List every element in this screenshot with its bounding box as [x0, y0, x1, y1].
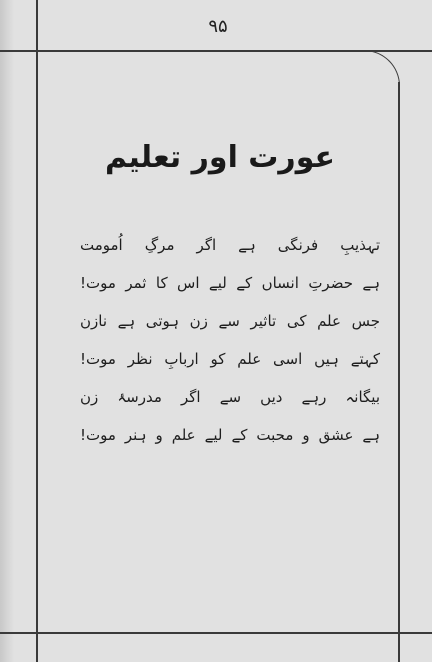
verse-line: ہے عشق و محبت کے لیے علم و ہنر موت! [80, 426, 380, 444]
verse-line: ہے حضرتِ انساں کے لیے اس کا ثمر موت! [80, 274, 380, 292]
verse-line: جس علم کی تاثیر سے زن ہوتی ہے نازن [80, 312, 380, 330]
right-border-line [398, 82, 400, 662]
verse-line: بیگانہ رہے دیں سے اگر مدرسۂ زن [80, 388, 380, 406]
rounded-corner-ornament [360, 50, 400, 90]
poem-title: عورت اور تعلیم [104, 140, 336, 175]
left-border-line [36, 0, 38, 662]
verse-line: کہتے ہیں اسی علم کو اربابِ نظر موت! [80, 350, 380, 368]
binding-gutter-shade [0, 0, 14, 662]
page-number: ۹۵ [208, 16, 228, 37]
bottom-border-line [0, 632, 432, 634]
poem-verses [80, 226, 380, 454]
verse-line: تہذیبِ فرنگی ہے اگر مرگِ اُمومت [80, 236, 380, 254]
